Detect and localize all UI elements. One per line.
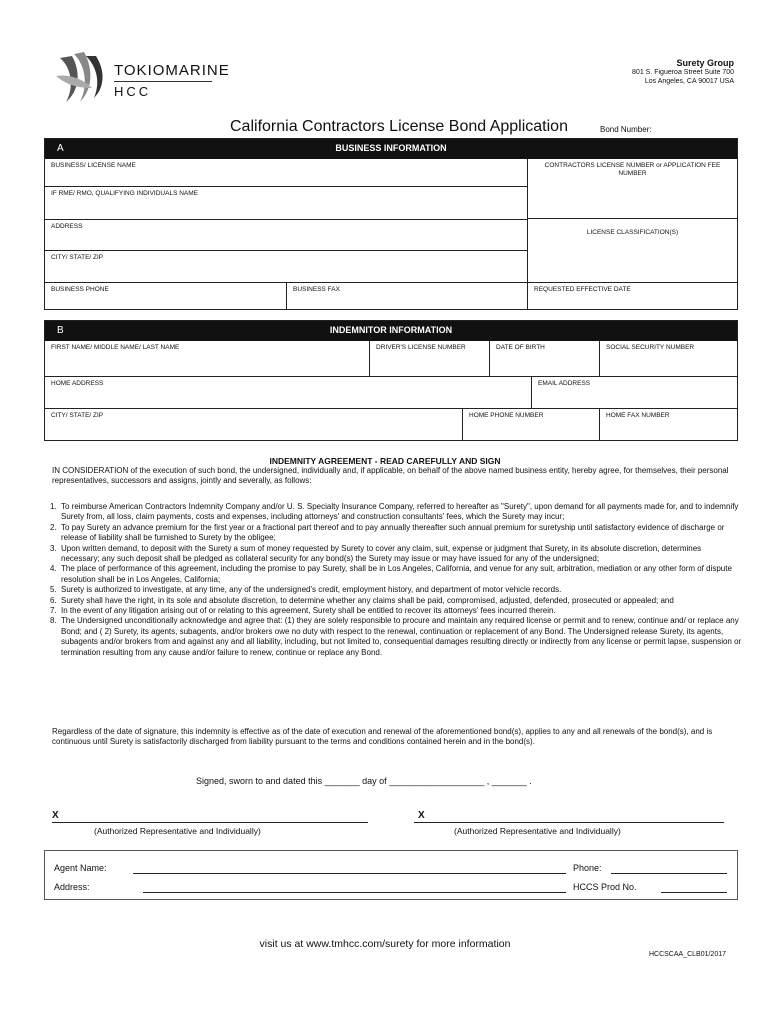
agreement-term bbox=[52, 564, 742, 585]
agent-phone-label: Phone: bbox=[573, 863, 602, 873]
license-number-field[interactable]: CONTRACTORS LICENSE NUMBER or APPLICATION FEE NUMBER bbox=[528, 159, 737, 219]
business-phone-field[interactable]: BUSINESS PHONE bbox=[45, 283, 287, 309]
requested-effective-date-field[interactable]: REQUESTED EFFECTIVE DATE bbox=[534, 286, 631, 293]
footer-website-text: visit us at www.tmhcc.com/surety for more information bbox=[259, 938, 511, 950]
term-number: 1. bbox=[50, 502, 57, 511]
agreement-term bbox=[52, 616, 742, 658]
term-text: In the event of any litigation arising out of or relating to this agreement, Surety shall be entitled to recover its attorneys' fees incurred therein. bbox=[61, 606, 556, 616]
term-text: To pay Surety an advance premium for the first year or a fractional part thereof and to pay annually thereafter such annual premium for suretyship until satisfactory evidence of discharge or release of liability shall be furnished to Surety by the obligee; bbox=[61, 522, 725, 543]
term-number: 3. bbox=[50, 543, 57, 553]
term-text: Surety shall have the right, in its sole and absolute discretion, to determine whether any claims shall be paid, compromised, adjusted, defended, prosecuted or appealed; and bbox=[61, 595, 674, 605]
term-number: 6. bbox=[50, 595, 57, 605]
home-phone-field[interactable]: HOME PHONE NUMBER bbox=[463, 409, 600, 440]
section-a-title: BUSINESS INFORMATION bbox=[335, 143, 447, 153]
signature-x-right: X bbox=[418, 810, 425, 821]
agent-name-input[interactable] bbox=[133, 873, 566, 874]
signature-caption-left: (Authorized Representative and Individually) bbox=[94, 826, 261, 836]
agreement-terms-list bbox=[52, 502, 742, 658]
business-name-field[interactable]: BUSINESS/ LICENSE NAME bbox=[45, 159, 528, 187]
page-title: California Contractors License Bond Application bbox=[230, 118, 568, 135]
indemnitor-city-state-zip-field[interactable]: CITY/ STATE/ ZIP bbox=[45, 409, 463, 440]
section-a-header bbox=[45, 139, 737, 159]
signature-line-left[interactable] bbox=[52, 822, 368, 823]
term-text: To reimburse American Contractors Indemnity Company and/or U. S. Specialty Insurance Company, referred to hereafter as "Surety", upon demand for all payments made for, and to indemnify Surety from, all loss, claim payments, costs and expenses, including attorneys' and construction consultants' fees, which the Surety may incur; bbox=[61, 502, 739, 522]
agreement-term bbox=[52, 523, 742, 544]
agreement-term bbox=[52, 502, 742, 523]
drivers-license-field[interactable]: DRIVER'S LICENSE NUMBER bbox=[370, 341, 490, 377]
term-text: The Undersigned unconditionally acknowledge and agree that: (1) they are solely responsible to procure and maintain any required license or permit and to renew, continue and/ or replace any Bond; and ( 2) Surety, its agents, subagents, and/or brokers owe no duty with respect to the renewal, continuation or replacement of any Bond. The Undersigned release Surety, its agents, subagents and/or brokers from and against any and all liability, including, but not limited to, consequential damages resulting directly or indirectly from any license or permit lapse, suspension or termination resulting from any cause and/or failure to renew, continue or replace any Bond. bbox=[61, 616, 742, 657]
signed-dated-line[interactable]: Signed, sworn to and dated this _______ day of ___________________ , _______ . bbox=[196, 776, 532, 786]
agreement-term bbox=[52, 544, 742, 565]
term-text: Upon written demand, to deposit with the Surety a sum of money requested by Surety to cover any claim, suit, expense or judgment that Surety, in its absolute discretion, determines necessary; any such deposit shall be pledged as collateral security for any bond(s) the Surety may issue or may have issued for any of the undersigned; bbox=[61, 543, 702, 564]
section-business-information bbox=[44, 138, 738, 310]
agreement-intro: IN CONSIDERATION of the execution of such bond, the undersigned, individually and, if applicable, on behalf of the above named business entity, hereby agree, for themselves, their personal representatives, successors and assigns, jointly and severally, as follows: bbox=[52, 466, 729, 486]
term-number: 5. bbox=[50, 585, 57, 595]
agreement-closing: Regardless of the date of signature, this indemnity is effective as of the date of execution and renewal of the aforementioned bond(s), applies to any and all renewals of the bond(s), and is continuous until Surety is satisfactorily discharged from liability pursuant to the terms and conditions contained herein and in the bond(s). bbox=[52, 727, 713, 747]
section-b-letter: B bbox=[57, 325, 64, 336]
hccs-prod-input[interactable] bbox=[661, 892, 727, 893]
term-number: 8. bbox=[50, 616, 57, 626]
agent-name-label: Agent Name: bbox=[54, 863, 107, 873]
signature-line-right[interactable] bbox=[414, 822, 724, 823]
bond-number-label[interactable]: Bond Number: bbox=[600, 125, 652, 134]
ssn-field[interactable]: SOCIAL SECURITY NUMBER bbox=[600, 341, 737, 377]
term-number: 4. bbox=[50, 564, 57, 574]
agreement-term bbox=[52, 585, 742, 595]
indemnitor-name-field[interactable]: FIRST NAME/ MIDDLE NAME/ LAST NAME bbox=[45, 341, 370, 377]
section-a-letter: A bbox=[57, 143, 64, 154]
agent-phone-input[interactable] bbox=[611, 873, 727, 874]
agent-address-label: Address: bbox=[54, 882, 90, 892]
company-address-line-1: 801 S. Figueroa Street Suite 700 bbox=[632, 69, 734, 76]
logo-text-tokiomarine: TOKIOMARINE bbox=[114, 62, 230, 79]
city-state-zip-field[interactable]: CITY/ STATE/ ZIP bbox=[45, 251, 528, 283]
company-address-line-2: Los Angeles, CA 90017 USA bbox=[644, 78, 734, 85]
email-address-field[interactable]: EMAIL ADDRESS bbox=[532, 377, 737, 409]
rme-name-field[interactable]: IF RME/ RMO, QUALIFYING INDIVIDUALS NAME bbox=[45, 187, 528, 220]
address-field[interactable]: ADDRESS bbox=[45, 220, 528, 251]
logo-mark-icon bbox=[52, 48, 112, 108]
home-address-field[interactable]: HOME ADDRESS bbox=[45, 377, 532, 409]
signature-x-left: X bbox=[52, 810, 59, 821]
license-classification-field[interactable]: LICENSE CLASSIFICATION(S) bbox=[528, 219, 737, 283]
agreement-term bbox=[52, 606, 742, 616]
term-number: 2. bbox=[50, 522, 57, 532]
home-fax-field[interactable]: HOME FAX NUMBER bbox=[606, 412, 670, 419]
agent-info-box bbox=[44, 850, 738, 900]
signature-caption-right: (Authorized Representative and Individually) bbox=[454, 826, 621, 836]
section-indemnitor-information bbox=[44, 320, 738, 441]
logo-text-hcc: HCC bbox=[114, 81, 212, 99]
agreement-title: INDEMNITY AGREEMENT - READ CAREFULLY AND SIGN bbox=[269, 456, 501, 466]
term-text: The place of performance of this agreement, including the promise to pay Surety, shall be in Los Angeles, California, and venue for any suit, arbitration, mediation or any other form of dispute resolution shall be in Los Angeles, California; bbox=[61, 564, 732, 584]
term-text: Surety is authorized to investigate, at any time, any of the undersigned's credit, employment history, and department of motor vehicle records. bbox=[61, 585, 562, 595]
section-b-title: INDEMNITOR INFORMATION bbox=[329, 325, 453, 335]
term-number: 7. bbox=[50, 606, 57, 616]
date-of-birth-field[interactable]: DATE OF BIRTH bbox=[490, 341, 600, 377]
hccs-prod-label: HCCS Prod No. bbox=[573, 882, 637, 892]
form-number: HCCSCAA_CLB01/2017 bbox=[648, 951, 726, 958]
company-address-block bbox=[632, 58, 734, 86]
agent-address-input[interactable] bbox=[143, 892, 566, 893]
agreement-term bbox=[52, 596, 742, 606]
business-fax-field[interactable]: BUSINESS FAX bbox=[287, 283, 528, 309]
company-logo bbox=[52, 48, 230, 108]
company-group: Surety Group bbox=[676, 58, 734, 68]
section-b-header bbox=[45, 321, 737, 341]
